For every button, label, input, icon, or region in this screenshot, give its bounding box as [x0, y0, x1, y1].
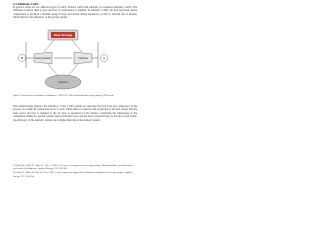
pipe-in	[48, 64, 58, 76]
caes-schematic-diagram	[14, 28, 118, 92]
pipe-out	[68, 64, 78, 76]
reference-item: [1] Budt, M., Wolf, D., Span, R., Yan, J. (2016). A review on compressed air energy storage: Basic principles, past milestones and recent developments. Applied Energy, 170, 250-268.	[13, 164, 134, 171]
intro-paragraph: In practice, there are two different types of CAES: diabatic CAES and adiabatic (or advanced adiabatic) CAES. The difference between them is how the heat of compression is handled. In adiabatic CAES, the heat generated during compression is stored in a thermal energy storage and reused during expansion, so that no external fuel is needed, which improves the efficiency of the storage system.	[13, 6, 137, 20]
motor-label: M	[20, 56, 24, 60]
heat-storage-label: Heat Storage	[53, 33, 73, 37]
section-heading: 2.2 Adiabatic CAES	[13, 2, 39, 6]
document-page	[0, 0, 149, 198]
heat-line-compressor	[44, 40, 54, 52]
turbine-label: Turbine	[77, 56, 89, 60]
compressor-label: Compressor	[34, 56, 52, 60]
cavern-label: Cavern	[58, 80, 68, 84]
reference-list	[13, 164, 137, 179]
generator-label: G	[102, 56, 106, 60]
reference-item: [2] Wolf, D., Budt, M. (2014). LTA-CAES: A low-temperature approach to adiabatic compressed air energy storage. Applied Energy, 125, 158-164.	[13, 171, 133, 178]
body-paragraph: This method helps improve the efficiency of the CAES system by removing the heat from the compressor in the process of cooling the compressed air in a cooler. When there is a need for the production of the heat energy that has been stored, the heat is returned to the air prior to expansion in the turbine. Controlling the temperature in the combustion chamber is needed, which reduces both heat losses and the need of external fuel, so that the overall round-trip efficiency of the adiabatic system can be higher than that of the diabatic system.	[13, 105, 137, 122]
figure-caption: Figure 2 Process flow schematic of adiabatic CAES (A-CAES) with a thermal energy storage (TES) unit.	[13, 94, 114, 97]
heat-line-turbine	[72, 40, 82, 52]
